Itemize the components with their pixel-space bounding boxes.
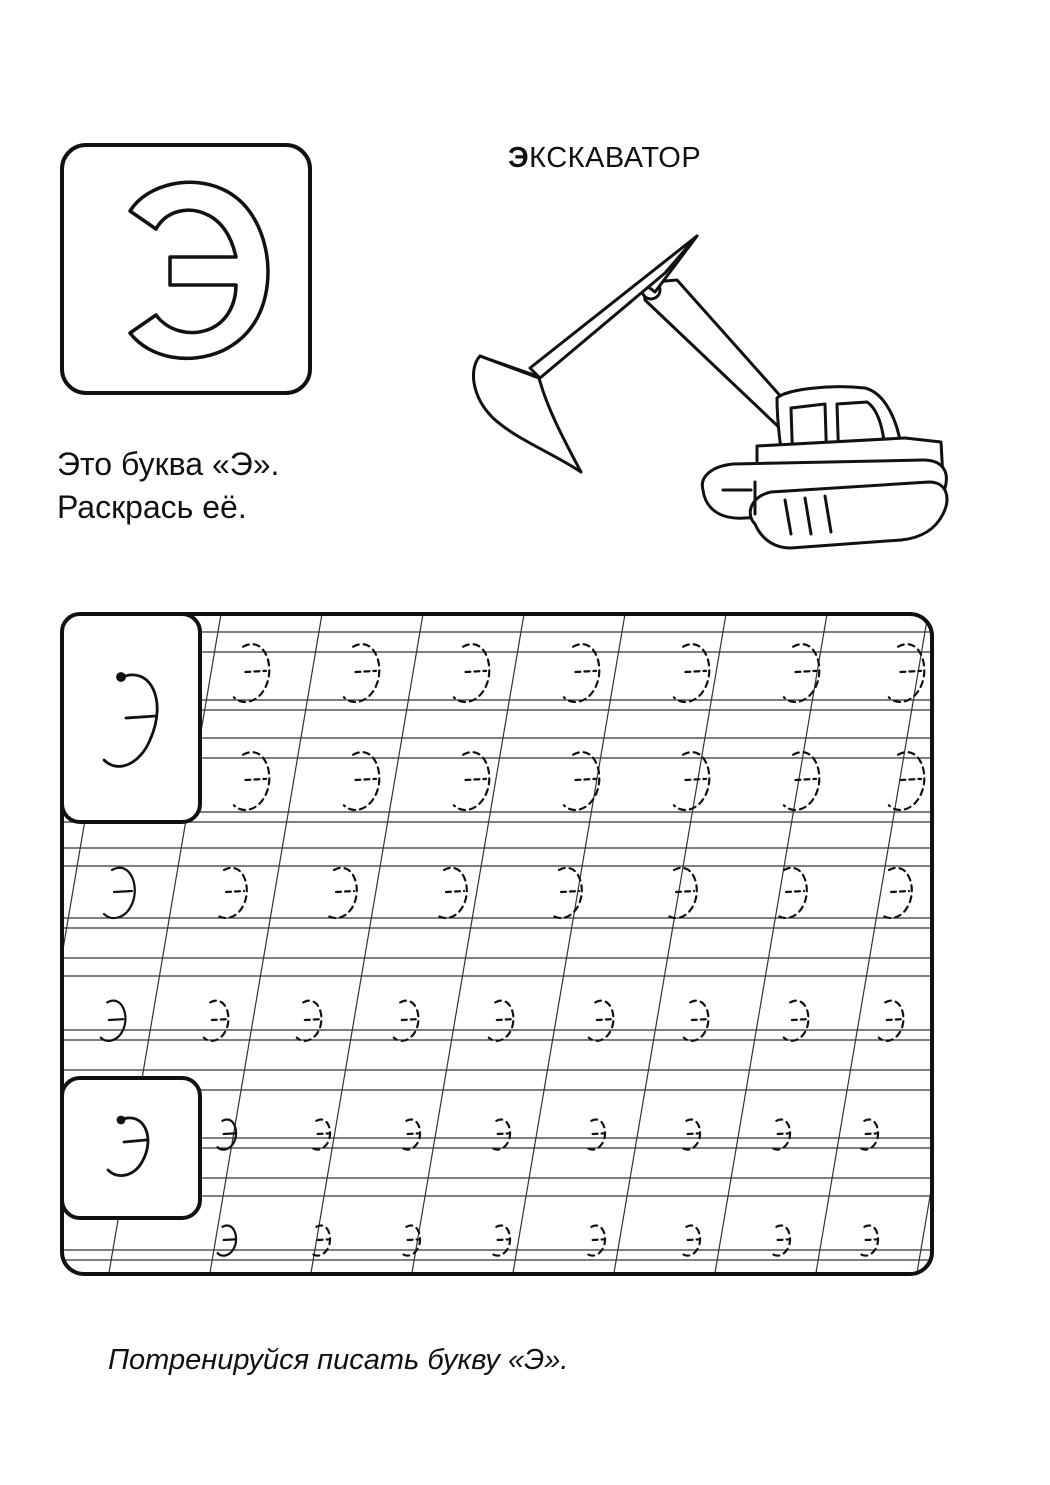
caption-line-2: Раскрась её. [57,489,247,525]
sample-box-small [62,1078,200,1218]
bottom-instruction: Потренируйся писать букву «Э». [108,1344,569,1376]
word-rest: КСКАВАТОР [529,142,702,174]
caption-line-1: Это буква «Э». [57,446,280,482]
word-first-letter: Э [508,142,530,174]
